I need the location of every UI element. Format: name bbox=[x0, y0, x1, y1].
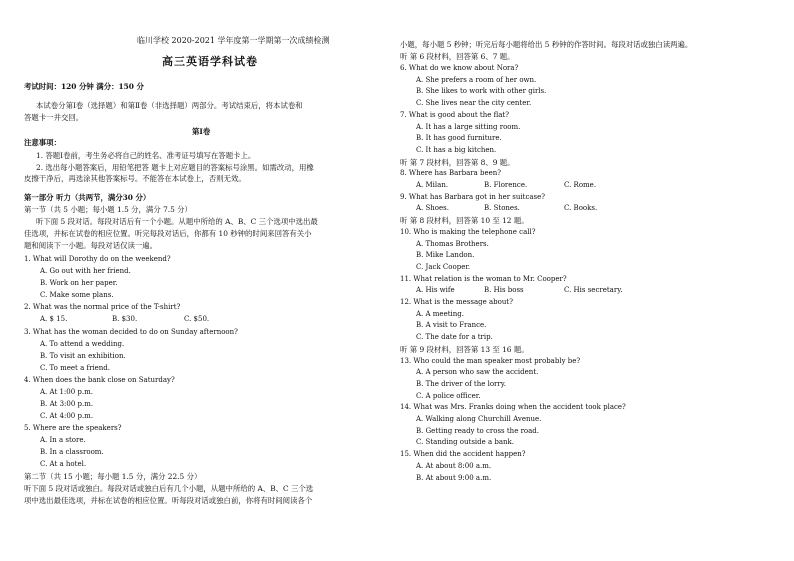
question: 11. What relation is the woman to Mr. Cooper? bbox=[400, 274, 567, 283]
option: C. She lives near the city center. bbox=[416, 99, 532, 108]
option: C. It has a big kitchen. bbox=[416, 145, 497, 154]
option: B. Mike Landon. bbox=[416, 251, 475, 260]
question-1: 1. What will Dorothy do on the weekend? bbox=[24, 255, 171, 263]
section2-text-2: 项中选出最佳选项，并标在试卷的相应位置。听每段对话或独白前，你将有时间阅读各个 bbox=[24, 496, 313, 505]
section2-text-3: 小题，每小题 5 秒钟；听完后每小题将给出 5 秒钟的作答时间。每段对话或独白读两遍。 bbox=[400, 40, 693, 49]
listen-heading-6: 听 第 6 段材料，回答第 6、7 题。 bbox=[400, 52, 515, 61]
question: 9. What has Barbara got in her suitcase? bbox=[400, 192, 546, 201]
intro-line-2: 答题卡一并交回。 bbox=[24, 113, 84, 122]
section1-heading: 第一节（共 5 小题；每小题 1.5 分，满分 7.5 分） bbox=[24, 205, 192, 214]
q2-option-a: A. $ 15. bbox=[40, 315, 68, 323]
part1-heading: 第一部分 听力（共两节，满分30 分） bbox=[24, 193, 151, 202]
q1-option-b: B. Work on her paper. bbox=[40, 279, 118, 287]
question: 12. What is the message about? bbox=[400, 298, 513, 306]
question-5: 5. Where are the speakers? bbox=[24, 424, 122, 432]
option-a: A. His wife bbox=[416, 286, 455, 295]
option: B. Getting ready to cross the road. bbox=[416, 426, 540, 435]
option: A. A meeting. bbox=[416, 309, 464, 318]
option: A. Walking along Churchill Avenue. bbox=[416, 415, 542, 423]
option: B. It has good furniture. bbox=[416, 134, 502, 143]
q3-option-b: B. To visit an exhibition. bbox=[40, 352, 126, 360]
listen-heading: 听 第 7 段材料，回答第 8、9 题。 bbox=[400, 157, 515, 167]
option-c: C. Books. bbox=[564, 204, 598, 213]
option: B. A visit to France. bbox=[416, 321, 487, 330]
option: A. It has a large sitting room. bbox=[416, 122, 521, 131]
option-b: B. Stones. bbox=[484, 204, 520, 213]
option: C. Jack Cooper. bbox=[416, 262, 471, 271]
q2-option-b: B. $30. bbox=[112, 315, 138, 323]
q3-option-a: A. To attend a wedding. bbox=[40, 340, 125, 348]
option: A. She prefers a room of her own. bbox=[416, 75, 537, 84]
note-1: 1. 答题Ⅰ卷前，考生务必将自己的姓名、准考证号填写在答题卡上。 bbox=[36, 151, 256, 160]
option-b: B. His boss bbox=[484, 286, 524, 295]
exam-title: 高三英语学科试卷 bbox=[162, 55, 258, 68]
section1-text-3: 题和阅读下一小题。每段对话仅读一遍。 bbox=[24, 241, 158, 250]
q2-option-c: C. $50. bbox=[184, 315, 210, 323]
question-2: 2. What was the normal price of the T-shirt? bbox=[24, 303, 181, 311]
question: 7. What is good about the flat? bbox=[400, 110, 510, 119]
option-a: A. Shoes. bbox=[416, 204, 449, 213]
q4-option-b: B. At 3:00 p.m. bbox=[40, 400, 94, 408]
question-4: 4. When does the bank close on Saturday? bbox=[24, 376, 175, 384]
option: B. She likes to work with other girls. bbox=[416, 87, 547, 96]
option-a: A. Milan. bbox=[416, 181, 449, 189]
note-2-cont: 皮擦干净后，再选涂其他答案标号。不能答在本试卷上，否则无效。 bbox=[24, 174, 246, 183]
school-line: 临川学校 2020-2021 学年度第一学期第一次成绩检测 bbox=[137, 36, 330, 45]
volume-heading: 第Ⅰ卷 bbox=[192, 127, 211, 136]
note-2: 2. 选出每小题答案后，用铅笔把答 题卡上对应题目的答案标号涂黑。如需改动，用橡 bbox=[36, 163, 314, 172]
section1-text-2: 佳选项，并标在试卷的相应位置。听完每段对话后，你都有 10 秒钟的时间来回答有关小 bbox=[24, 229, 312, 238]
listen-heading: 听 第 9 段材料，回答第 13 至 16 题。 bbox=[400, 344, 529, 354]
option: A. A person who saw the accident. bbox=[416, 368, 539, 377]
section2-heading: 第二节（共 15 小题；每小题 1.5 分，满分 22.5 分） bbox=[24, 472, 202, 481]
q4-option-a: A. At 1:00 p.m. bbox=[40, 388, 93, 396]
question: 15. When did the accident happen? bbox=[400, 450, 526, 459]
q3-option-c: C. To meet a friend. bbox=[40, 364, 111, 372]
q5-option-b: B. In a classroom. bbox=[40, 448, 104, 456]
notes-title: 注意事项： bbox=[24, 138, 61, 147]
option: C. Standing outside a bank. bbox=[416, 438, 515, 447]
intro-line-1: 本试卷分第Ⅰ卷（选择题）和第Ⅱ卷（非选择题）两部分。考试结束后，将本试卷和 bbox=[36, 101, 303, 110]
option: B. The driver of the lorry. bbox=[416, 379, 506, 388]
option: C. A police officer. bbox=[416, 391, 481, 400]
q1-option-c: C. Make some plans. bbox=[40, 291, 114, 299]
question: 8. Where has Barbara been? bbox=[400, 169, 502, 178]
question: 13. Who could the man speaker most probably be? bbox=[400, 356, 581, 365]
q4-option-c: C. At 4:00 p.m. bbox=[40, 412, 94, 420]
section2-text-1: 听下面 5 段对话或独白。每段对话或独白后有几个小题，从题中所给的 A、B、C 三个选 bbox=[24, 484, 314, 493]
option: C. The date for a trip. bbox=[416, 333, 493, 342]
option: A. At about 8:00 a.m. bbox=[416, 461, 492, 470]
q1-option-a: A. Go out with her friend. bbox=[40, 267, 131, 275]
question-3: 3. What has the woman decided to do on Sunday afternoon? bbox=[24, 328, 238, 336]
option-c: C. Rome. bbox=[564, 181, 597, 189]
question: 6. What do we know about Nora? bbox=[400, 64, 519, 72]
q5-option-c: C. At a hotel. bbox=[40, 460, 87, 468]
q5-option-a: A. In a store. bbox=[40, 436, 86, 444]
option-b: B. Florence. bbox=[484, 181, 528, 189]
listen-heading: 听 第 8 段材料，回答第 10 至 12 题。 bbox=[400, 216, 529, 226]
section1-text-1: 听下面 5 段对话。每段对话后有一个小题。从题中所给的 A、B、C 三个选项中选出最 bbox=[36, 217, 318, 226]
question: 14. What was Mrs. Franks doing when the accident took place? bbox=[400, 403, 626, 412]
option-c: C. His secretary. bbox=[564, 286, 623, 295]
option: A. Thomas Brothers. bbox=[416, 239, 489, 248]
exam-info: 考试时间：120 分钟 满分：150 分 bbox=[24, 82, 144, 91]
question: 10. Who is making the telephone call? bbox=[400, 227, 536, 236]
option: B. At about 9:00 a.m. bbox=[416, 473, 492, 482]
